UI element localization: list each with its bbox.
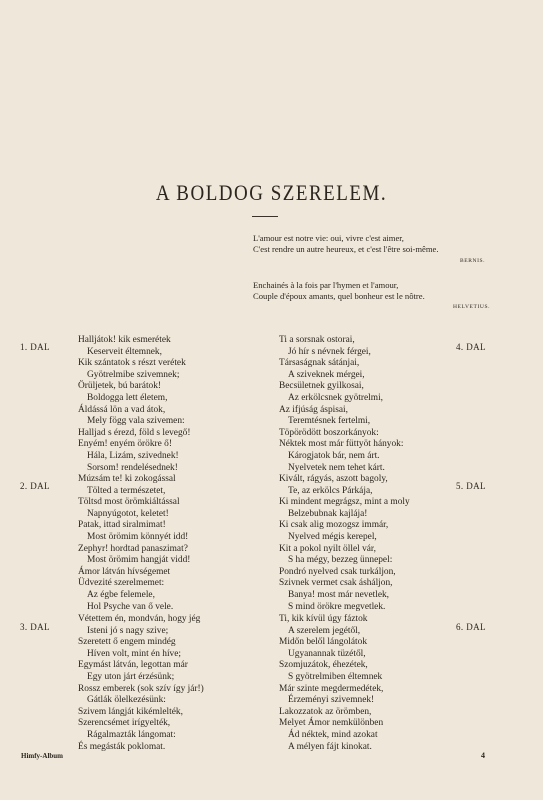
poem-line: Melyet Ámor nemkülönben [279, 718, 384, 729]
poem-line: A mélyen fájt kinokat. [288, 741, 372, 752]
poem-line: Az égbe felemele, [87, 589, 155, 600]
poem-line: A szerelem jegétől, [288, 625, 361, 636]
poem-line: Áldássá lön a vad átok, [78, 404, 166, 415]
poem-line: Keserveit éltemnek, [87, 346, 162, 357]
poem-line: Zephyr! hordtad panaszimat? [78, 543, 188, 554]
poem-line: S mind örökre megvetlek. [288, 601, 386, 612]
poem-line: Halljad s érezd, föld s levegő! [78, 427, 191, 438]
song-stanza-6 [279, 614, 383, 753]
poem-line: Az erkölcsnek gyötrelmi, [288, 392, 384, 403]
poem-line: Most örömim hangját vidd! [87, 555, 191, 566]
song-label-2: 2. DAL [20, 481, 50, 491]
poem-line: Már szinte megdermedétek, [279, 683, 384, 694]
poem-line: Híven volt, mint én híve; [87, 648, 181, 659]
footer-album-title: Himfy-Album [21, 752, 63, 760]
poem-line: Gyötrelmibe szivemnek; [87, 369, 180, 380]
poem-title: A BOLDOG SZERELEM. [155, 181, 388, 206]
poem-line: S gyötrelmiben éltemnek [288, 671, 383, 682]
poem-line: Társaságnak sátánjai, [279, 358, 360, 369]
poem-line: Gátlák ölelkezésünk: [87, 695, 166, 706]
poem-line: S ha mégy, bezzeg ünnepel: [288, 555, 393, 566]
epigraph-line: Enchainés à la fois par l'hymen et l'amour, [253, 280, 399, 290]
song-label-1: 1. DAL [20, 342, 50, 352]
poem-line: Nyelved mégis kerepel, [288, 531, 377, 542]
poem-line: Vétettem én, mondván, hogy jég [78, 614, 201, 624]
poem-line: Örüljetek, bú barátok! [78, 381, 162, 392]
epigraph-line: Couple d'époux amants, quel bonheur est le nôtre. [253, 291, 425, 301]
poem-line: Belzebubnak kajlája! [288, 508, 368, 519]
poem-line: Néktek most már füttyöt hányok: [279, 439, 404, 450]
poem-line: Múzsám te! ki zokogással [78, 474, 176, 484]
poem-line: Ámor látván hívségemet [78, 566, 171, 577]
poem-line: Rágalmazták lángomat: [87, 729, 176, 740]
poem-line: Enyém! enyém örökre ő! [78, 439, 172, 450]
poem-line: Tölted a természetet, [87, 485, 166, 496]
poem-line: Nyelvetek nem tehet kárt. [288, 462, 385, 473]
poem-line: Isteni jó s nagy szive; [87, 625, 169, 636]
poem-line: Boldogga lett életem, [87, 392, 168, 403]
poem-line: Jó hír s névnek férgei, [288, 346, 371, 357]
page-number: 4 [481, 751, 485, 760]
poem-line: Szeretett ő engem mindég [78, 637, 176, 648]
poem-line: Az ifjúság áspisai, [279, 404, 348, 415]
poem-line: Ád néktek, mind azokat [288, 729, 378, 740]
poem-line: Érzeményi szivemnek! [288, 695, 375, 706]
poem-line: Ti a sorsnak ostorai, [279, 335, 355, 345]
poem-line: Lakozzatok az örömben, [279, 706, 372, 717]
song-stanza-2 [78, 474, 190, 613]
song-stanza-5 [279, 474, 410, 613]
poem-line: Szomjuzátok, éhezétek, [279, 660, 368, 671]
poem-line: Kivált, rágyás, aszott bagoly, [279, 474, 388, 484]
poem-line: Te, az erkölcs Párkája, [288, 485, 373, 496]
poem-line: Sorsom! rendelésednek! [87, 462, 178, 473]
epigraph-line: L'amour est notre vie: oui, vivre c'est aimer, [253, 233, 404, 243]
poem-line: Szivnek vermet csak ásháljon, [279, 578, 393, 589]
song-stanza-3 [78, 614, 204, 753]
poem-line: Kik szántatok s részt verétek [78, 358, 186, 369]
title-rule [252, 216, 278, 217]
poem-line: Midőn belől lángolátok [279, 637, 368, 648]
poem-line: Szerencsémet irígyelték, [78, 718, 171, 729]
poem-line: Ugyanannak tüzétől, [288, 648, 366, 659]
poem-line: Pondró nyelved csak turkáljon, [279, 566, 396, 577]
poem-line: Mely fögg vala szivemen: [87, 416, 185, 427]
epigraph-1 [253, 233, 493, 255]
epigraph-source-2: HELVETIUS. [453, 304, 491, 310]
poem-line: Halljátok! kik esmerétek [78, 335, 171, 345]
poem-line: Töltsd most örömkiáltással [78, 497, 180, 508]
poem-line: Patak, ittad siralmimat! [78, 520, 166, 531]
song-label-3: 3. DAL [20, 622, 50, 632]
poem-line: Ti, kik kívül úgy fáztok [279, 614, 368, 624]
epigraph-line: C'est rendre un autre heureux, et c'est l'être soi-même. [253, 244, 439, 254]
poem-line: Egy uton járt érzésünk; [87, 671, 175, 682]
poem-line: Károgjatok bár, nem árt. [288, 450, 380, 461]
poem-line: Szivem lángját kikémlelték, [78, 706, 183, 717]
poem-line: Napnyúgotot, keletet! [87, 508, 169, 519]
song-label-6: 6. DAL [456, 622, 486, 632]
poem-line: Üdvezité szerelmemet: [78, 578, 165, 589]
song-label-4: 4. DAL [456, 342, 486, 352]
poem-line: Becsületnek gyilkosai, [279, 381, 364, 392]
poem-line: Rossz emberek (sok szív így jár!) [78, 683, 204, 694]
poem-line: Teremtésnek fertelmi, [288, 416, 371, 427]
poem-line: Ki mindent megrágsz, mint a moly [279, 497, 410, 508]
poem-line: Ki csak alig mozogsz immár, [279, 520, 389, 531]
song-label-5: 5. DAL [456, 481, 486, 491]
poem-line: Hol Psyche van ő vele. [87, 601, 174, 612]
poem-line: Most örömim könnyét idd! [87, 531, 189, 542]
poem-line: Egymást látván, legottan már [78, 660, 188, 671]
poem-line: A sziveknek mérgei, [288, 369, 365, 380]
poem-line: Hála, Lizám, szivednek! [87, 450, 179, 461]
song-stanza-1 [78, 335, 190, 474]
poem-line: Banya! most már nevetlek, [288, 589, 390, 600]
song-stanza-4 [279, 335, 403, 474]
poem-line: Töpörödött boszorkányok: [279, 427, 379, 438]
epigraph-2 [253, 280, 493, 302]
poem-line: És megásták poklomat. [78, 741, 166, 752]
poem-line: Kit a pokol nyilt öllel vár, [279, 543, 377, 554]
epigraph-source-1: BERNIS. [460, 258, 486, 264]
